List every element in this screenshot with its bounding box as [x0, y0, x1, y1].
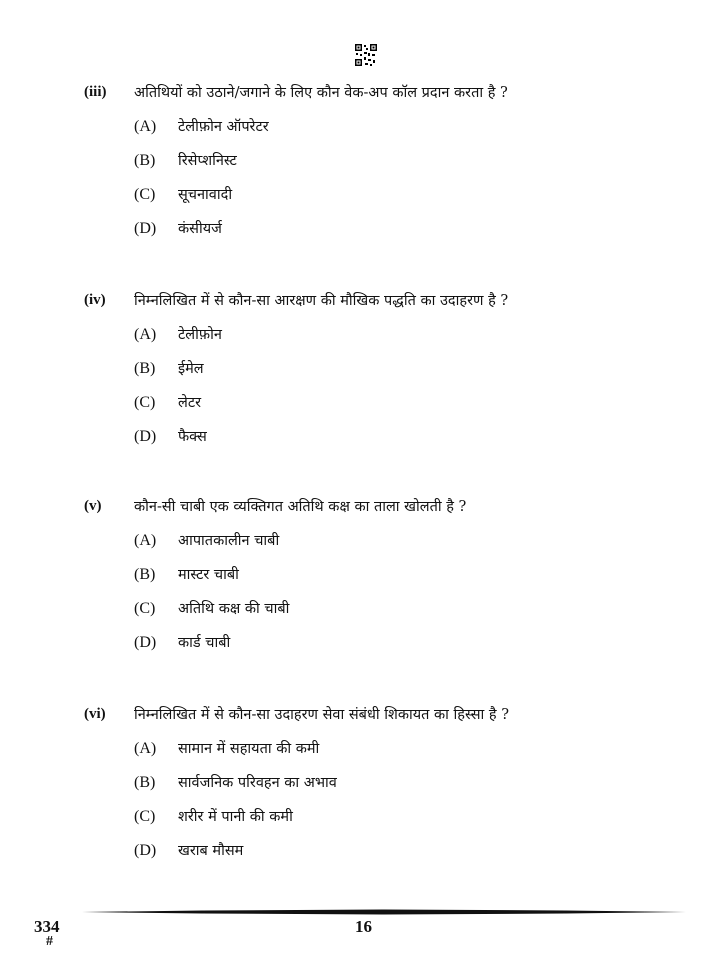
option-text: फैक्स	[178, 429, 207, 445]
option-text: लेटर	[178, 395, 202, 411]
option-text: खराब मौसम	[178, 843, 244, 859]
option-letter: (C)	[134, 394, 156, 411]
option-letter: (D)	[134, 634, 157, 651]
question-text: निम्नलिखित में से कौन-सा उदाहरण सेवा संबंधी शिकायत का हिस्सा है ?	[134, 707, 510, 723]
option-letter: (D)	[134, 428, 157, 445]
option-letter: (B)	[134, 152, 156, 169]
option-letter: (B)	[134, 360, 156, 377]
option-letter: (A)	[134, 326, 157, 343]
option-text: आपातकालीन चाबी	[178, 533, 280, 549]
paper-code: 334	[34, 917, 60, 936]
qr-code	[354, 43, 378, 67]
question-number: (v)	[84, 498, 102, 514]
option-letter: (D)	[134, 220, 157, 237]
option-letter: (B)	[134, 774, 156, 791]
option-letter: (B)	[134, 566, 156, 583]
footer-divider	[82, 908, 686, 916]
page-number: 16	[355, 917, 372, 936]
option-text: सार्वजनिक परिवहन का अभाव	[178, 775, 337, 791]
option-text: सामान में सहायता की कमी	[178, 741, 320, 757]
option-text: मास्टर चाबी	[178, 567, 239, 583]
option-text: अतिथि कक्ष की चाबी	[178, 601, 290, 617]
question-number: (iii)	[84, 84, 107, 100]
option-letter: (C)	[134, 186, 156, 203]
option-text: टेलीफ़ोन	[178, 327, 222, 343]
option-letter: (A)	[134, 118, 157, 135]
option-text: सूचनावादी	[178, 187, 233, 203]
hash-mark: #	[46, 934, 53, 949]
option-letter: (A)	[134, 532, 157, 549]
option-letter: (C)	[134, 808, 156, 825]
option-text: शरीर में पानी की कमी	[178, 809, 293, 825]
option-text: कंसीयर्ज	[178, 221, 222, 237]
option-text: कार्ड चाबी	[178, 635, 231, 651]
option-text: टेलीफ़ोन ऑपरेटर	[178, 119, 269, 135]
option-letter: (A)	[134, 740, 157, 757]
option-letter: (D)	[134, 842, 157, 859]
question-text: निम्नलिखित में से कौन-सा आरक्षण की मौखिक पद्धति का उदाहरण है ?	[134, 293, 509, 309]
question-text: कौन-सी चाबी एक व्यक्तिगत अतिथि कक्ष का ताला खोलती है ?	[134, 499, 467, 515]
option-letter: (C)	[134, 600, 156, 617]
option-text: ईमेल	[178, 361, 204, 377]
question-text: अतिथियों को उठाने/जगाने के लिए कौन वेक-अप कॉल प्रदान करता है ?	[134, 85, 508, 101]
question-number: (vi)	[84, 706, 106, 722]
option-text: रिसेप्शनिस्ट	[178, 153, 237, 169]
question-number: (iv)	[84, 292, 106, 308]
